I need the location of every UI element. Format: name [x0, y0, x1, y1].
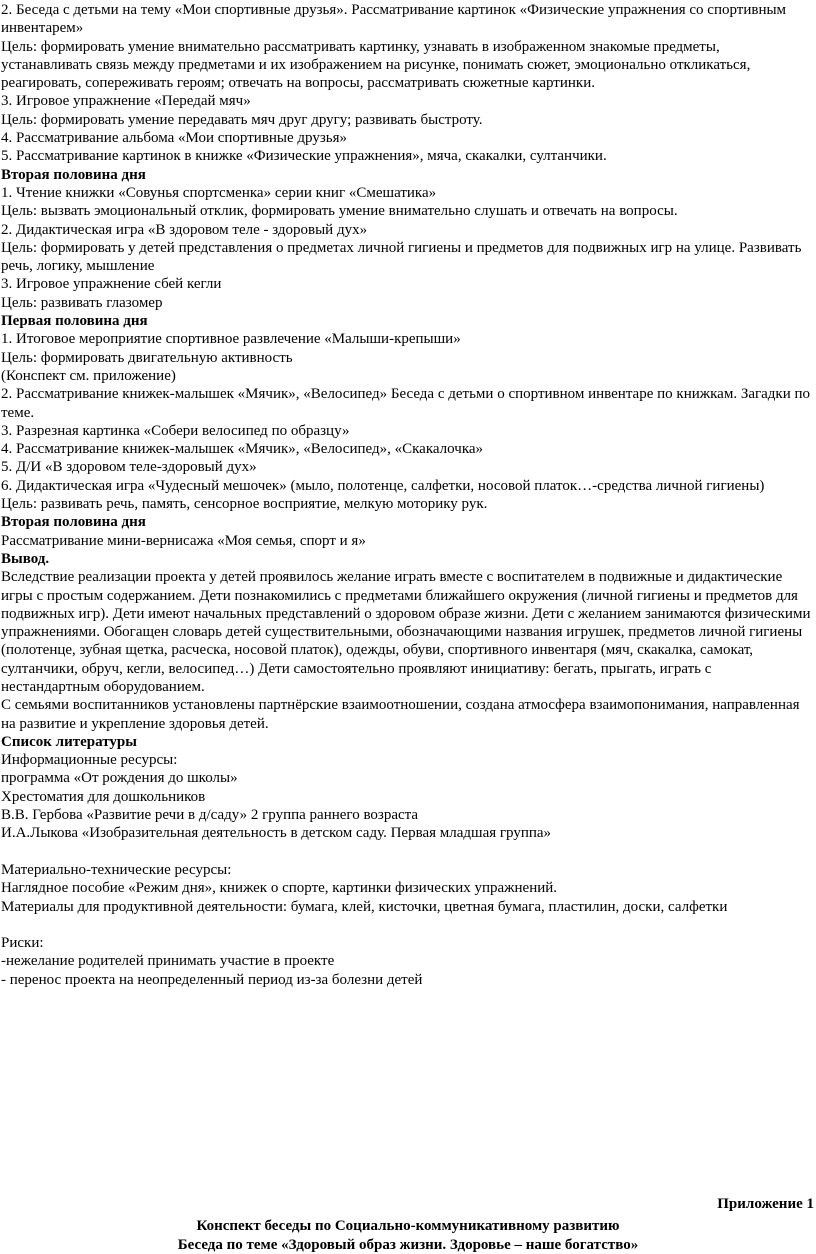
- paragraph: Цель: формировать у детей представления о предметах личной гигиены и предметов для подвижных игр на улице. Развивать речь, логику, мышление: [1, 239, 802, 275]
- paragraph: И.А.Лыкова «Изобразительная деятельность в детском саду. Первая младшая группа»: [1, 825, 552, 842]
- paragraph: 5. Рассматривание картинок в книжке «Физические упражнения», мяча, скакалки, султанчики.: [1, 148, 607, 165]
- section-heading: Первая половина дня: [1, 313, 148, 330]
- paragraph: 6. Дидактическая игра «Чудесный мешочек» (мыло, полотенце, салфетки, носовой платок…-средства личной гигиены): [1, 477, 765, 494]
- paragraph: Вследствие реализации проекта у детей проявилось желание играть вместе с воспитателем в подвижные и дидактические игры с простым содержанием. Дети познакомились с предметами ближайшего окружения (личной гигиены и предметов для подвижных игр). Дети имеют начальных представлений о здоровом образе жизни. Дети с желанием занимаются физическими упражнениями. Обогащен словарь детей существительными, обозначающими названия игрушек, предметов личной гигиены (полотенце, зубная щетка, расческа, носовой платок), одежды, обуви, спортивного инвентаря (мяч, скакалка, самокат, султанчики, обруч, кегли, велосипед…) Дети самостоятельно проявляют инициативу: бегать, прыгать, играть с нестандартным оборудованием.: [1, 569, 811, 695]
- paragraph: 4. Рассматривание книжек-малышек «Мячик», «Велосипед», «Скакалочка»: [1, 441, 484, 458]
- paragraph: (Конспект см. приложение): [1, 367, 176, 384]
- section-heading: Список литературы: [1, 733, 137, 750]
- section-heading: Вторая половина дня: [1, 166, 146, 183]
- appendix-title-line-2: Беседа по теме «Здоровый образ жизни. Здоровье – наше богатство»: [177, 1236, 639, 1253]
- paragraph: Цель: вызвать эмоциональный отклик, формировать умение внимательно слушать и отвечать на вопросы.: [1, 203, 678, 220]
- paragraph: Цель: развивать глазомер: [1, 294, 163, 311]
- paragraph: -нежелание родителей принимать участие в проекте: [1, 953, 335, 970]
- paragraph: Риски:: [1, 935, 44, 952]
- paragraph: В.В. Гербова «Развитие речи в д/саду» 2 группа раннего возраста: [1, 807, 419, 824]
- blank-line: [1, 843, 813, 861]
- appendix-label: Приложение 1: [717, 1196, 814, 1212]
- paragraph: Материалы для продуктивной деятельности: бумага, клей, кисточки, цветная бумага, пластилин, доски, салфетки: [1, 898, 728, 915]
- paragraph: Цель: развивать речь, память, сенсорное восприятие, мелкую моторику рук.: [1, 496, 488, 513]
- paragraph: Цель: формировать умение внимательно рассматривать картинку, узнавать в изображенном знакомые предметы, устанавливать связь между предметами и их изображением на рисунке, понимать сюжет, эмоционально откликаться, реагировать, сопереживать героям; отвечать на вопросы, рассматривать сюжетные картинки.: [1, 38, 751, 92]
- paragraph: - перенос проекта на неопределенный период из-за болезни детей: [1, 971, 423, 988]
- appendix-title-line-1: Конспект беседы по Социально-коммуникативному развитию: [196, 1218, 620, 1235]
- paragraph: Хрестоматия для дошкольников: [1, 788, 206, 805]
- paragraph: 1. Чтение книжки «Совунья спортсменка» серии книг «Смешатика»: [1, 184, 437, 201]
- paragraph: Цель: формировать умение передавать мяч друг другу; развивать быстроту.: [1, 111, 483, 128]
- section-heading: Вывод.: [1, 550, 50, 567]
- paragraph: Информационные ресурсы:: [1, 752, 178, 769]
- paragraph: 3. Игровое упражнение «Передай мяч»: [1, 93, 251, 110]
- blank-line: [1, 916, 813, 934]
- paragraph: программа «От рождения до школы»: [1, 770, 238, 787]
- paragraph: 3. Игровое упражнение сбей кегли: [1, 276, 222, 293]
- paragraph: Наглядное пособие «Режим дня», книжек о спорте, картинки физических упражнений.: [1, 880, 558, 897]
- appendix-header: [0, 1195, 816, 1254]
- paragraph: 2. Рассматривание книжек-малышек «Мячик», «Велосипед» Беседа с детьми о спортивном инвентаре по книжкам. Загадки по теме.: [1, 386, 811, 421]
- paragraph: 2. Беседа с детьми на тему «Мои спортивные друзья». Рассматривание картинок «Физические упражнения со спортивным инвентарем»: [1, 2, 787, 37]
- paragraph: 1. Итоговое мероприятие спортивное развлечение «Малыши-крепыши»: [1, 331, 461, 348]
- paragraph: С семьями воспитанников установлены партнёрские взаимоотношении, создана атмосфера взаимопонимания, направленная на развитие и укрепление здоровья детей.: [1, 697, 800, 732]
- paragraph: 5. Д/И «В здоровом теле-здоровый дух»: [1, 459, 257, 476]
- paragraph: 3. Разрезная картинка «Собери велосипед по образцу»: [1, 422, 350, 439]
- paragraph: 2. Дидактическая игра «В здоровом теле - здоровый дух»: [1, 221, 368, 238]
- paragraph: Рассматривание мини-вернисажа «Моя семья, спорт и я»: [1, 532, 366, 549]
- section-heading: Вторая половина дня: [1, 514, 146, 531]
- paragraph: 4. Рассматривание альбома «Мои спортивные друзья»: [1, 130, 348, 147]
- paragraph: Материально-технические ресурсы:: [1, 861, 232, 878]
- paragraph: Цель: формировать двигательную активность: [1, 349, 293, 366]
- document-body: [1, 1, 813, 989]
